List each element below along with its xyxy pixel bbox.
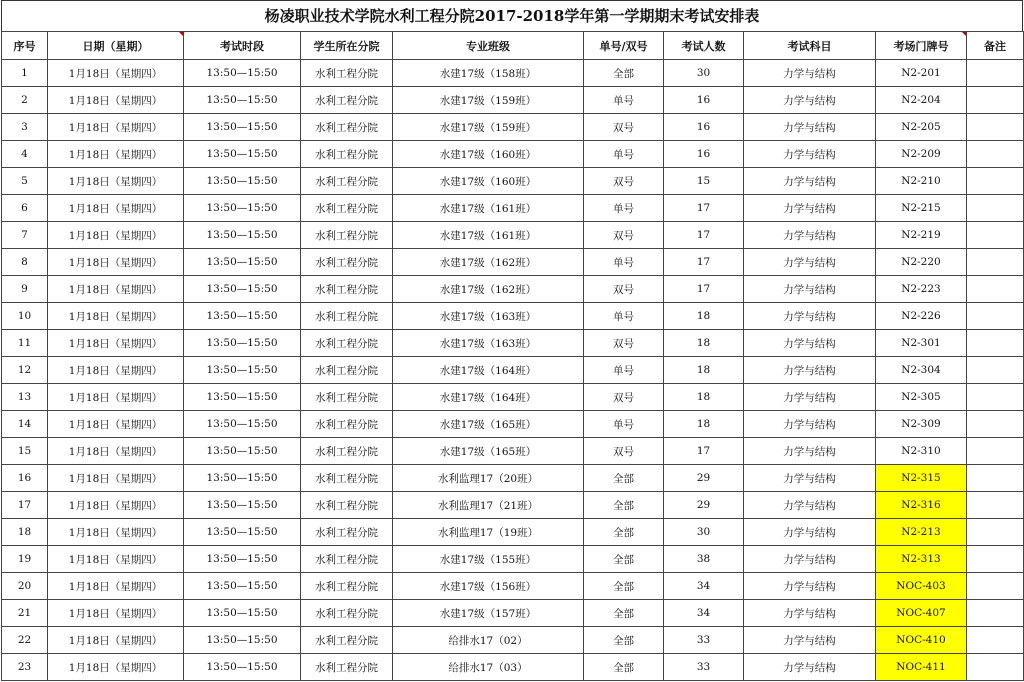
cell-time: 13:50—15:50 xyxy=(184,276,301,303)
table-row xyxy=(2,519,1024,546)
cell-no: 21 xyxy=(2,600,48,627)
cell-room: NOC-403 xyxy=(876,573,967,600)
cell-dept: 水利工程分院 xyxy=(301,330,393,357)
cell-no: 9 xyxy=(2,276,48,303)
cell-dept: 水利工程分院 xyxy=(301,276,393,303)
cell-dept: 水利工程分院 xyxy=(301,546,393,573)
cell-no: 2 xyxy=(2,87,48,114)
cell-count: 17 xyxy=(664,249,744,276)
cell-date: 1月18日（星期四） xyxy=(48,600,184,627)
cell-time: 13:50—15:50 xyxy=(184,546,301,573)
cell-note xyxy=(967,384,1024,411)
cell-note xyxy=(967,546,1024,573)
cell-room: N2-204 xyxy=(876,87,967,114)
cell-note xyxy=(967,141,1024,168)
cell-class: 给排水17（03） xyxy=(393,654,584,681)
cell-room: NOC-411 xyxy=(876,654,967,681)
cell-parity: 单号 xyxy=(584,87,664,114)
cell-note xyxy=(967,573,1024,600)
cell-subject: 力学与结构 xyxy=(744,600,876,627)
cell-class: 水建17级（163班） xyxy=(393,330,584,357)
cell-subject: 力学与结构 xyxy=(744,465,876,492)
col-header-note: 备注 xyxy=(967,32,1024,60)
table-row xyxy=(2,276,1024,303)
cell-count: 34 xyxy=(664,600,744,627)
cell-count: 33 xyxy=(664,654,744,681)
cell-date: 1月18日（星期四） xyxy=(48,114,184,141)
cell-count: 16 xyxy=(664,141,744,168)
cell-subject: 力学与结构 xyxy=(744,60,876,87)
cell-room: N2-205 xyxy=(876,114,967,141)
cell-no: 10 xyxy=(2,303,48,330)
cell-class: 水建17级（159班） xyxy=(393,114,584,141)
cell-dept: 水利工程分院 xyxy=(301,222,393,249)
cell-time: 13:50—15:50 xyxy=(184,627,301,654)
cell-count: 18 xyxy=(664,357,744,384)
cell-room: N2-213 xyxy=(876,519,967,546)
cell-class: 水建17级（165班） xyxy=(393,411,584,438)
cell-dept: 水利工程分院 xyxy=(301,573,393,600)
cell-dept: 水利工程分院 xyxy=(301,600,393,627)
cell-parity: 全部 xyxy=(584,600,664,627)
cell-dept: 水利工程分院 xyxy=(301,87,393,114)
cell-room: N2-220 xyxy=(876,249,967,276)
cell-dept: 水利工程分院 xyxy=(301,195,393,222)
cell-no: 7 xyxy=(2,222,48,249)
cell-parity: 全部 xyxy=(584,465,664,492)
cell-date: 1月18日（星期四） xyxy=(48,357,184,384)
cell-note xyxy=(967,222,1024,249)
cell-count: 18 xyxy=(664,330,744,357)
cell-no: 18 xyxy=(2,519,48,546)
cell-no: 14 xyxy=(2,411,48,438)
cell-note xyxy=(967,492,1024,519)
cell-subject: 力学与结构 xyxy=(744,276,876,303)
cell-count: 18 xyxy=(664,411,744,438)
cell-note xyxy=(967,465,1024,492)
table-row xyxy=(2,384,1024,411)
cell-dept: 水利工程分院 xyxy=(301,114,393,141)
cell-time: 13:50—15:50 xyxy=(184,465,301,492)
cell-room: N2-215 xyxy=(876,195,967,222)
cell-no: 20 xyxy=(2,573,48,600)
cell-parity: 全部 xyxy=(584,546,664,573)
cell-note xyxy=(967,60,1024,87)
cell-date: 1月18日（星期四） xyxy=(48,465,184,492)
cell-time: 13:50—15:50 xyxy=(184,168,301,195)
exam-schedule-sheet xyxy=(1,0,1023,681)
cell-room: N2-313 xyxy=(876,546,967,573)
cell-class: 水利监理17（20班） xyxy=(393,465,584,492)
cell-count: 29 xyxy=(664,465,744,492)
cell-dept: 水利工程分院 xyxy=(301,249,393,276)
table-row xyxy=(2,141,1024,168)
cell-room: N2-223 xyxy=(876,276,967,303)
cell-class: 水建17级（157班） xyxy=(393,600,584,627)
table-row xyxy=(2,195,1024,222)
cell-subject: 力学与结构 xyxy=(744,303,876,330)
cell-count: 38 xyxy=(664,546,744,573)
cell-date: 1月18日（星期四） xyxy=(48,303,184,330)
cell-subject: 力学与结构 xyxy=(744,195,876,222)
cell-no: 4 xyxy=(2,141,48,168)
table-row xyxy=(2,627,1024,654)
cell-room: N2-209 xyxy=(876,141,967,168)
cell-no: 8 xyxy=(2,249,48,276)
cell-time: 13:50—15:50 xyxy=(184,411,301,438)
table-row xyxy=(2,357,1024,384)
col-header-room: 考场门牌号 xyxy=(876,32,967,60)
cell-dept: 水利工程分院 xyxy=(301,303,393,330)
cell-parity: 全部 xyxy=(584,519,664,546)
cell-note xyxy=(967,627,1024,654)
cell-note xyxy=(967,276,1024,303)
cell-subject: 力学与结构 xyxy=(744,87,876,114)
cell-subject: 力学与结构 xyxy=(744,357,876,384)
cell-dept: 水利工程分院 xyxy=(301,654,393,681)
cell-dept: 水利工程分院 xyxy=(301,168,393,195)
cell-room: N2-201 xyxy=(876,60,967,87)
cell-dept: 水利工程分院 xyxy=(301,438,393,465)
cell-parity: 双号 xyxy=(584,168,664,195)
cell-parity: 单号 xyxy=(584,141,664,168)
cell-no: 5 xyxy=(2,168,48,195)
cell-note xyxy=(967,654,1024,681)
cell-room: N2-219 xyxy=(876,222,967,249)
cell-subject: 力学与结构 xyxy=(744,519,876,546)
cell-parity: 全部 xyxy=(584,492,664,519)
cell-no: 13 xyxy=(2,384,48,411)
table-row xyxy=(2,465,1024,492)
cell-note xyxy=(967,357,1024,384)
cell-time: 13:50—15:50 xyxy=(184,492,301,519)
cell-date: 1月18日（星期四） xyxy=(48,519,184,546)
cell-note xyxy=(967,519,1024,546)
cell-room: N2-304 xyxy=(876,357,967,384)
table-row xyxy=(2,573,1024,600)
col-header-date: 日期（星期） xyxy=(48,32,184,60)
cell-parity: 双号 xyxy=(584,384,664,411)
cell-class: 水建17级（161班） xyxy=(393,195,584,222)
cell-date: 1月18日（星期四） xyxy=(48,249,184,276)
cell-count: 15 xyxy=(664,168,744,195)
cell-time: 13:50—15:50 xyxy=(184,519,301,546)
cell-note xyxy=(967,87,1024,114)
col-header-subject: 考试科目 xyxy=(744,32,876,60)
cell-parity: 全部 xyxy=(584,573,664,600)
cell-note xyxy=(967,195,1024,222)
exam-schedule-table xyxy=(1,31,1024,681)
cell-class: 水建17级（155班） xyxy=(393,546,584,573)
cell-count: 34 xyxy=(664,573,744,600)
table-row xyxy=(2,87,1024,114)
cell-room: N2-309 xyxy=(876,411,967,438)
cell-no: 15 xyxy=(2,438,48,465)
cell-no: 12 xyxy=(2,357,48,384)
cell-dept: 水利工程分院 xyxy=(301,141,393,168)
cell-subject: 力学与结构 xyxy=(744,249,876,276)
cell-no: 1 xyxy=(2,60,48,87)
col-header-class: 专业班级 xyxy=(393,32,584,60)
cell-date: 1月18日（星期四） xyxy=(48,276,184,303)
cell-note xyxy=(967,438,1024,465)
cell-no: 11 xyxy=(2,330,48,357)
cell-parity: 双号 xyxy=(584,276,664,303)
table-row xyxy=(2,222,1024,249)
cell-count: 33 xyxy=(664,627,744,654)
cell-class: 水建17级（162班） xyxy=(393,276,584,303)
cell-class: 水建17级（163班） xyxy=(393,303,584,330)
table-row xyxy=(2,249,1024,276)
cell-count: 17 xyxy=(664,276,744,303)
cell-subject: 力学与结构 xyxy=(744,627,876,654)
cell-time: 13:50—15:50 xyxy=(184,384,301,411)
col-header-count: 考试人数 xyxy=(664,32,744,60)
cell-time: 13:50—15:50 xyxy=(184,249,301,276)
cell-note xyxy=(967,114,1024,141)
cell-date: 1月18日（星期四） xyxy=(48,87,184,114)
cell-dept: 水利工程分院 xyxy=(301,519,393,546)
cell-time: 13:50—15:50 xyxy=(184,573,301,600)
cell-no: 6 xyxy=(2,195,48,222)
table-row xyxy=(2,600,1024,627)
cell-time: 13:50—15:50 xyxy=(184,222,301,249)
cell-no: 23 xyxy=(2,654,48,681)
cell-dept: 水利工程分院 xyxy=(301,465,393,492)
cell-class: 水建17级（160班） xyxy=(393,168,584,195)
cell-room: NOC-410 xyxy=(876,627,967,654)
cell-date: 1月18日（星期四） xyxy=(48,438,184,465)
cell-room: N2-305 xyxy=(876,384,967,411)
cell-no: 19 xyxy=(2,546,48,573)
table-row xyxy=(2,654,1024,681)
cell-class: 水建17级（162班） xyxy=(393,249,584,276)
cell-date: 1月18日（星期四） xyxy=(48,492,184,519)
header-row xyxy=(2,32,1024,60)
cell-no: 17 xyxy=(2,492,48,519)
cell-parity: 双号 xyxy=(584,114,664,141)
cell-subject: 力学与结构 xyxy=(744,168,876,195)
cell-count: 29 xyxy=(664,492,744,519)
cell-date: 1月18日（星期四） xyxy=(48,627,184,654)
cell-dept: 水利工程分院 xyxy=(301,411,393,438)
cell-count: 30 xyxy=(664,60,744,87)
cell-parity: 单号 xyxy=(584,357,664,384)
cell-count: 18 xyxy=(664,384,744,411)
cell-class: 水建17级（161班） xyxy=(393,222,584,249)
cell-dept: 水利工程分院 xyxy=(301,627,393,654)
cell-parity: 单号 xyxy=(584,411,664,438)
cell-class: 水利监理17（21班） xyxy=(393,492,584,519)
cell-subject: 力学与结构 xyxy=(744,330,876,357)
cell-time: 13:50—15:50 xyxy=(184,60,301,87)
cell-date: 1月18日（星期四） xyxy=(48,546,184,573)
cell-parity: 双号 xyxy=(584,438,664,465)
cell-parity: 单号 xyxy=(584,195,664,222)
cell-room: N2-301 xyxy=(876,330,967,357)
cell-class: 水建17级（165班） xyxy=(393,438,584,465)
col-header-time: 考试时段 xyxy=(184,32,301,60)
cell-date: 1月18日（星期四） xyxy=(48,60,184,87)
cell-class: 水建17级（159班） xyxy=(393,87,584,114)
cell-time: 13:50—15:50 xyxy=(184,87,301,114)
cell-date: 1月18日（星期四） xyxy=(48,168,184,195)
table-row xyxy=(2,330,1024,357)
cell-dept: 水利工程分院 xyxy=(301,384,393,411)
cell-room: NOC-407 xyxy=(876,600,967,627)
table-row xyxy=(2,60,1024,87)
cell-time: 13:50—15:50 xyxy=(184,654,301,681)
cell-date: 1月18日（星期四） xyxy=(48,222,184,249)
cell-time: 13:50—15:50 xyxy=(184,357,301,384)
cell-subject: 力学与结构 xyxy=(744,141,876,168)
cell-dept: 水利工程分院 xyxy=(301,357,393,384)
table-row xyxy=(2,492,1024,519)
cell-class: 水建17级（158班） xyxy=(393,60,584,87)
cell-dept: 水利工程分院 xyxy=(301,60,393,87)
cell-date: 1月18日（星期四） xyxy=(48,573,184,600)
cell-subject: 力学与结构 xyxy=(744,222,876,249)
cell-note xyxy=(967,330,1024,357)
sheet-title: 杨凌职业技术学院水利工程分院2017-2018学年第一学期期末考试安排表 xyxy=(1,0,1023,31)
cell-note xyxy=(967,168,1024,195)
col-header-dept: 学生所在分院 xyxy=(301,32,393,60)
cell-note xyxy=(967,411,1024,438)
cell-class: 给排水17（02） xyxy=(393,627,584,654)
cell-parity: 双号 xyxy=(584,330,664,357)
cell-date: 1月18日（星期四） xyxy=(48,384,184,411)
table-row xyxy=(2,303,1024,330)
table-row xyxy=(2,411,1024,438)
cell-subject: 力学与结构 xyxy=(744,438,876,465)
cell-time: 13:50—15:50 xyxy=(184,303,301,330)
cell-subject: 力学与结构 xyxy=(744,492,876,519)
cell-class: 水建17级（164班） xyxy=(393,357,584,384)
cell-no: 22 xyxy=(2,627,48,654)
cell-subject: 力学与结构 xyxy=(744,573,876,600)
cell-class: 水利监理17（19班） xyxy=(393,519,584,546)
table-row xyxy=(2,168,1024,195)
cell-time: 13:50—15:50 xyxy=(184,195,301,222)
cell-room: N2-310 xyxy=(876,438,967,465)
cell-parity: 全部 xyxy=(584,627,664,654)
cell-date: 1月18日（星期四） xyxy=(48,411,184,438)
cell-time: 13:50—15:50 xyxy=(184,600,301,627)
cell-subject: 力学与结构 xyxy=(744,114,876,141)
cell-subject: 力学与结构 xyxy=(744,654,876,681)
cell-date: 1月18日（星期四） xyxy=(48,141,184,168)
cell-count: 17 xyxy=(664,195,744,222)
cell-count: 17 xyxy=(664,222,744,249)
cell-date: 1月18日（星期四） xyxy=(48,330,184,357)
cell-count: 18 xyxy=(664,303,744,330)
col-header-no: 序号 xyxy=(2,32,48,60)
cell-note xyxy=(967,303,1024,330)
cell-time: 13:50—15:50 xyxy=(184,438,301,465)
cell-count: 17 xyxy=(664,438,744,465)
cell-note xyxy=(967,249,1024,276)
cell-parity: 全部 xyxy=(584,654,664,681)
table-row xyxy=(2,438,1024,465)
cell-time: 13:50—15:50 xyxy=(184,330,301,357)
cell-count: 16 xyxy=(664,87,744,114)
cell-parity: 单号 xyxy=(584,249,664,276)
cell-room: N2-210 xyxy=(876,168,967,195)
cell-room: N2-316 xyxy=(876,492,967,519)
cell-class: 水建17级（156班） xyxy=(393,573,584,600)
cell-date: 1月18日（星期四） xyxy=(48,195,184,222)
cell-time: 13:50—15:50 xyxy=(184,141,301,168)
cell-subject: 力学与结构 xyxy=(744,546,876,573)
cell-no: 16 xyxy=(2,465,48,492)
cell-parity: 全部 xyxy=(584,60,664,87)
cell-parity: 单号 xyxy=(584,303,664,330)
cell-class: 水建17级（164班） xyxy=(393,384,584,411)
cell-subject: 力学与结构 xyxy=(744,411,876,438)
cell-date: 1月18日（星期四） xyxy=(48,654,184,681)
cell-parity: 双号 xyxy=(584,222,664,249)
cell-no: 3 xyxy=(2,114,48,141)
cell-count: 16 xyxy=(664,114,744,141)
cell-dept: 水利工程分院 xyxy=(301,492,393,519)
cell-room: N2-226 xyxy=(876,303,967,330)
cell-note xyxy=(967,600,1024,627)
cell-count: 30 xyxy=(664,519,744,546)
table-row xyxy=(2,546,1024,573)
cell-time: 13:50—15:50 xyxy=(184,114,301,141)
cell-subject: 力学与结构 xyxy=(744,384,876,411)
table-row xyxy=(2,114,1024,141)
cell-class: 水建17级（160班） xyxy=(393,141,584,168)
col-header-parity: 单号/双号 xyxy=(584,32,664,60)
cell-room: N2-315 xyxy=(876,465,967,492)
